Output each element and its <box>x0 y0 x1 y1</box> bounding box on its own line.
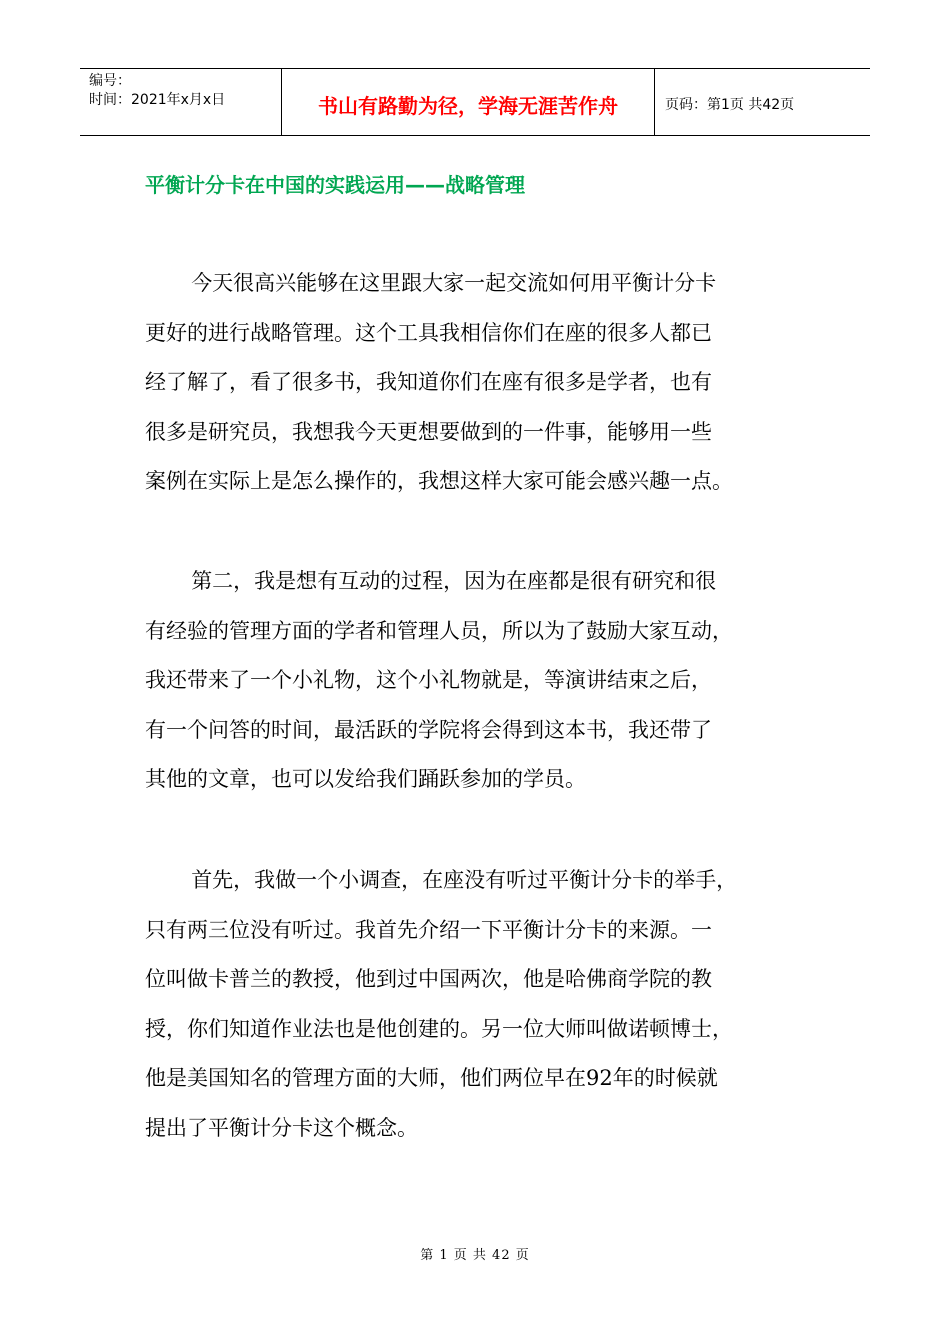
motto-text: 书山有路勤为径，学海无涯苦作舟 <box>318 93 618 118</box>
paragraph-line: 我还带来了一个小礼物，这个小礼物就是，等演讲结束之后， <box>145 668 712 692</box>
paragraph-line: 有一个问答的时间，最活跃的学院将会得到这本书，我还带了 <box>145 717 712 742</box>
paragraph-1 <box>145 259 825 507</box>
paragraph-3 <box>145 856 825 1153</box>
date-label: 时间：2021年x月x日 <box>89 92 226 108</box>
paragraph-line: 第二，我是想有互动的过程，因为在座都是很有研究和很 <box>191 569 717 593</box>
paragraph-line: 今天很高兴能够在这里跟大家一起交流如何用平衡计分卡 <box>191 271 717 295</box>
paragraph-line: 他是美国知名的管理方面的大师，他们两位早在92年的时候就 <box>145 1066 718 1090</box>
paragraph-line: 更好的进行战略管理。这个工具我相信你们在座的很多人都已 <box>145 320 712 345</box>
page-footer: 第 1 页 共 42 页 <box>420 1248 530 1263</box>
paragraph-line: 有经验的管理方面的学者和管理人员，所以为了鼓励大家互动， <box>145 618 733 643</box>
paragraph-line: 很多是研究员，我想我今天更想要做到的一件事，能够用一些 <box>145 419 712 444</box>
paragraph-line: 位叫做卡普兰的教授，他到过中国两次，他是哈佛商学院的教 <box>145 967 712 991</box>
page-info: 页码：第1页 共42页 <box>665 96 795 113</box>
paragraph-line: 只有两三位没有听过。我首先介绍一下平衡计分卡的来源。一 <box>145 917 712 942</box>
paragraph-line: 经了解了，看了很多书，我知道你们在座有很多是学者，也有 <box>145 370 712 394</box>
number-label: 编号： <box>89 73 131 89</box>
paragraph-line: 首先，我做一个小调查，在座没有听过平衡计分卡的举手， <box>191 868 738 892</box>
header-meta-cell <box>80 69 282 135</box>
header-page-cell <box>655 69 870 135</box>
header-motto-cell <box>282 69 655 135</box>
paragraph-line: 授，你们知道作业法也是他创建的。另一位大师叫做诺顿博士， <box>145 1016 733 1041</box>
paragraph-line: 提出了平衡计分卡这个概念。 <box>145 1115 418 1140</box>
document-title: 平衡计分卡在中国的实践运用——战略管理 <box>145 173 525 197</box>
document-header <box>80 68 870 136</box>
paragraph-2 <box>145 557 825 805</box>
paragraph-line: 案例在实际上是怎么操作的，我想这样大家可能会感兴趣一点。 <box>145 469 733 493</box>
paragraph-line: 其他的文章，也可以发给我们踊跃参加的学员。 <box>145 767 586 791</box>
